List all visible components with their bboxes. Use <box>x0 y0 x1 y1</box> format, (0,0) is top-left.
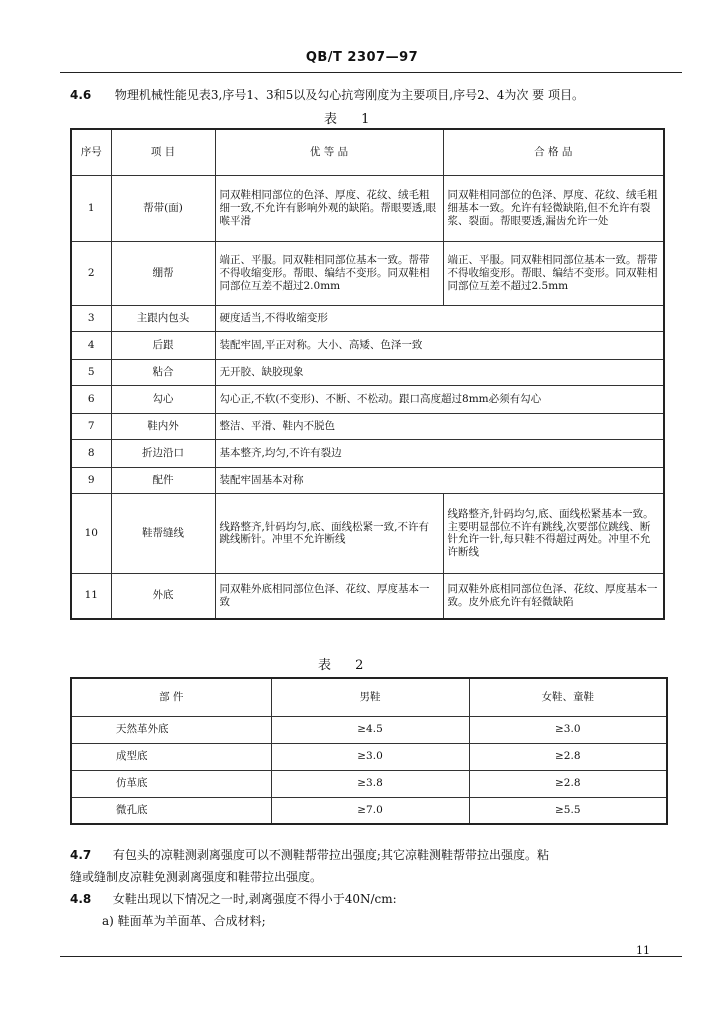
row-men: ≥3.8 <box>271 770 469 797</box>
row-seq: 11 <box>71 573 111 619</box>
row-merged-requirement: 硬度适当,不得收缩变形 <box>215 305 664 331</box>
row-women: ≥2.8 <box>469 743 667 770</box>
standard-code-header: QB/T 2307—97 <box>305 50 419 65</box>
header-qualified: 合 格 品 <box>443 129 664 175</box>
row-seq: 9 <box>71 467 111 493</box>
row-part: 天然革外底 <box>71 716 271 743</box>
section-4-7-number: 4.7 <box>70 848 92 862</box>
table-row <box>71 573 664 619</box>
table-row <box>71 413 664 439</box>
row-merged-requirement: 装配牢固,平正对称。大小、高矮、色泽一致 <box>215 331 664 359</box>
header-item: 项 目 <box>111 129 215 175</box>
row-men: ≥3.0 <box>271 743 469 770</box>
row-seq: 6 <box>71 385 111 413</box>
table-row <box>71 743 667 770</box>
row-item: 粘合 <box>111 359 215 385</box>
row-merged-requirement: 整洁、平滑、鞋内不脱色 <box>215 413 664 439</box>
row-merged-requirement: 基本整齐,均匀,不许有裂边 <box>215 439 664 467</box>
row-part: 微孔底 <box>71 797 271 824</box>
row-merged-requirement: 装配牢固基本对称 <box>215 467 664 493</box>
header-men: 男鞋 <box>271 678 469 716</box>
table-row <box>71 439 664 467</box>
row-seq: 7 <box>71 413 111 439</box>
row-superior: 端正、平服。同双鞋相同部位基本一致。帮带不得收缩变形。帮眼、编结不变形。同双鞋相同部位互差不超过2.0mm <box>215 241 443 305</box>
row-superior: 线路整齐,针码均匀,底、面线松紧一致,不许有跳线断针。冲里不允许断线 <box>215 493 443 573</box>
row-merged-requirement: 无开胶、缺胶现象 <box>215 359 664 385</box>
table-2 <box>70 677 668 825</box>
row-part: 仿革底 <box>71 770 271 797</box>
row-item: 配件 <box>111 467 215 493</box>
row-qualified: 同双鞋外底相同部位色泽、花纹、厚度基本一致。皮外底允许有轻微缺陷 <box>443 573 664 619</box>
table-row <box>71 331 664 359</box>
header-superior: 优 等 品 <box>215 129 443 175</box>
row-item: 鞋内外 <box>111 413 215 439</box>
section-4-8-item-a: a) 鞋面革为羊面革、合成材料; <box>102 914 266 928</box>
row-qualified: 同双鞋相同部位的色泽、厚度、花纹、绒毛粗细基本一致。允许有轻微缺陷,但不允许有裂浆、裂面。帮眼要透,漏齿允许一处 <box>443 175 664 241</box>
table-1-caption: 表 1 <box>324 112 380 127</box>
row-seq: 1 <box>71 175 111 241</box>
table-row <box>71 305 664 331</box>
row-women: ≥3.0 <box>469 716 667 743</box>
page-number: 11 <box>636 944 650 957</box>
row-qualified: 端正、平服。同双鞋相同部位基本一致。帮带不得收缩变形。帮眼、编结不变形。同双鞋相同部位互差不超过2.5mm <box>443 241 664 305</box>
row-part: 成型底 <box>71 743 271 770</box>
table-row <box>71 175 664 241</box>
row-item: 后跟 <box>111 331 215 359</box>
header-rule <box>60 72 682 73</box>
section-4-6-number: 4.6 <box>70 88 92 102</box>
row-seq: 2 <box>71 241 111 305</box>
row-merged-requirement: 勾心正,不软(不变形)、不断、不松动。跟口高度超过8mm必须有勾心 <box>215 385 664 413</box>
row-seq: 10 <box>71 493 111 573</box>
row-women: ≥5.5 <box>469 797 667 824</box>
table-row <box>71 467 664 493</box>
row-qualified: 线路整齐,针码均匀,底、面线松紧基本一致。主要明显部位不许有跳线,次要部位跳线、断针允许一针,每只鞋不得超过两处。冲里不允许断线 <box>443 493 664 573</box>
table-row <box>71 241 664 305</box>
row-item: 外底 <box>111 573 215 619</box>
row-item: 折边沿口 <box>111 439 215 467</box>
row-men: ≥7.0 <box>271 797 469 824</box>
section-4-7-continuation: 缝或缝制皮凉鞋免测剥离强度和鞋带拉出强度。 <box>70 870 323 884</box>
row-item: 主跟内包头 <box>111 305 215 331</box>
row-seq: 5 <box>71 359 111 385</box>
section-4-7 <box>70 846 549 864</box>
table-row <box>71 797 667 824</box>
row-superior: 同双鞋相同部位的色泽、厚度、花纹、绒毛粗细一致,不允许有影响外观的缺陷。帮眼要透,眼喉平滑 <box>215 175 443 241</box>
footer-rule <box>60 956 682 957</box>
table-row <box>71 493 664 573</box>
row-women: ≥2.8 <box>469 770 667 797</box>
row-men: ≥4.5 <box>271 716 469 743</box>
section-4-8 <box>70 890 397 908</box>
section-4-7-line-1: 有包头的凉鞋测剥离强度可以不测鞋帮带拉出强度;其它凉鞋测鞋帮带拉出强度。粘 <box>112 848 549 862</box>
header-part: 部 件 <box>71 678 271 716</box>
table-1 <box>70 128 665 620</box>
table-row <box>71 716 667 743</box>
row-superior: 同双鞋外底相同部位色泽、花纹、厚度基本一致 <box>215 573 443 619</box>
table-1-header-row <box>71 129 664 175</box>
row-seq: 8 <box>71 439 111 467</box>
row-seq: 3 <box>71 305 111 331</box>
section-4-6 <box>70 86 584 104</box>
row-item: 勾心 <box>111 385 215 413</box>
header-seq: 序号 <box>71 129 111 175</box>
header-women-children: 女鞋、童鞋 <box>469 678 667 716</box>
table-2-header-row <box>71 678 667 716</box>
section-4-6-text: 物理机械性能见表3,序号1、3和5以及勾心抗弯刚度为主要项目,序号2、4为次 要 项目。 <box>114 88 584 102</box>
table-row <box>71 385 664 413</box>
section-4-8-number: 4.8 <box>70 892 92 906</box>
section-4-8-text: 女鞋出现以下情况之一时,剥离强度不得小于40N/cm: <box>112 892 397 906</box>
row-item: 帮带(面) <box>111 175 215 241</box>
table-row <box>71 770 667 797</box>
row-seq: 4 <box>71 331 111 359</box>
row-item: 鞋帮缝线 <box>111 493 215 573</box>
row-item: 绷帮 <box>111 241 215 305</box>
table-2-caption: 表 2 <box>318 658 374 673</box>
table-row <box>71 359 664 385</box>
